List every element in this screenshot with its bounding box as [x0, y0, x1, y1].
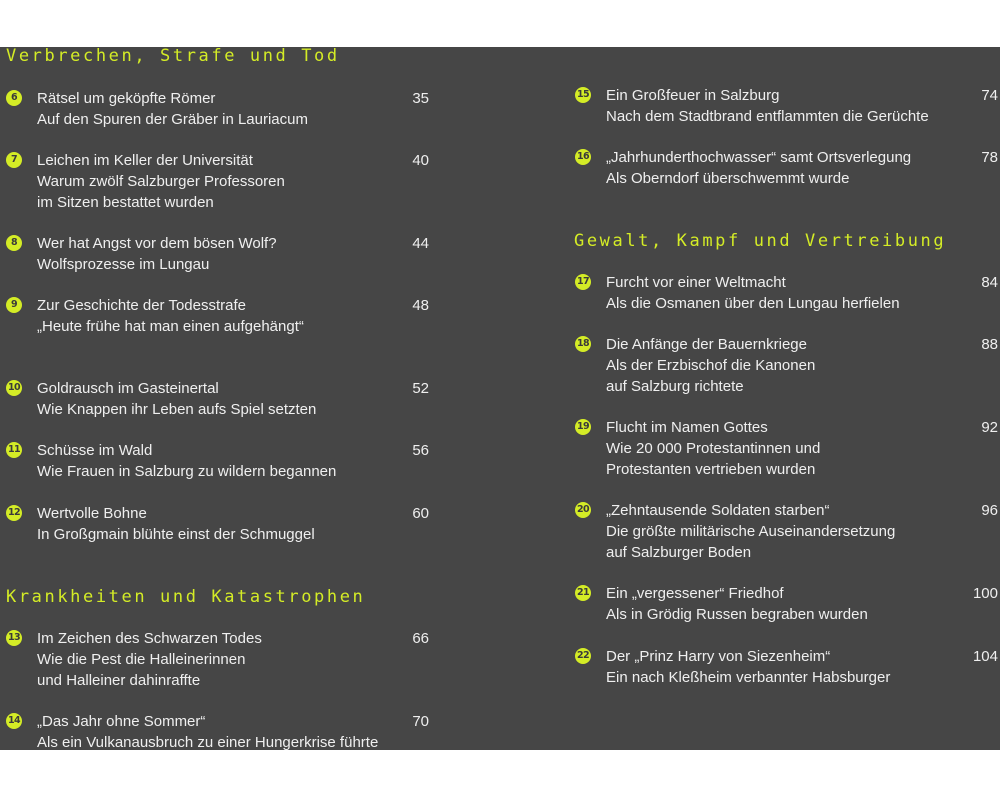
entry-subtitle: auf Salzburg richtete: [606, 378, 744, 395]
entry-title: Die Anfänge der Bauernkriege: [606, 336, 807, 353]
entry-title: Goldrausch im Gasteinertal: [37, 380, 219, 397]
entry-title: „Jahrhunderthochwasser“ samt Ortsverlegung: [606, 149, 912, 166]
page-number: 70: [412, 713, 429, 730]
chapter-number-badge: 21: [575, 585, 591, 601]
page-number: 35: [412, 90, 429, 107]
page-number: 56: [412, 442, 429, 459]
page-number: 96: [981, 502, 998, 519]
entry-subtitle: Wie Frauen in Salzburg zu wildern begannen: [37, 463, 337, 480]
entry-subtitle: In Großgmain blühte einst der Schmuggel: [37, 526, 315, 543]
entry-title: Furcht vor einer Weltmacht: [606, 274, 786, 291]
entry-title: Rätsel um geköpfte Römer: [37, 90, 216, 107]
chapter-number-badge: 18: [575, 336, 591, 352]
chapter-number-badge: 9: [6, 297, 22, 313]
entry-title: Der „Prinz Harry von Siezenheim“: [606, 648, 831, 665]
entry-subtitle: im Sitzen bestattet wurden: [37, 194, 214, 211]
section-title-gewalt: Gewalt, Kampf und Vertreibung: [574, 231, 947, 251]
chapter-number-badge: 7: [6, 152, 22, 168]
entry-subtitle: Warum zwölf Salzburger Professoren: [37, 173, 285, 190]
chapter-number-badge: 19: [575, 419, 591, 435]
chapter-number-badge: 6: [6, 90, 22, 106]
entry-title: Zur Geschichte der Todesstrafe: [37, 297, 246, 314]
entry-subtitle: Als der Erzbischof die Kanonen: [606, 357, 816, 374]
page-number: 60: [412, 505, 429, 522]
chapter-number-badge: 11: [6, 442, 22, 458]
chapter-number-badge: 12: [6, 505, 22, 521]
entry-subtitle: Protestanten vertrieben wurden: [606, 461, 816, 478]
page-number: 88: [981, 336, 998, 353]
entry-title: Ein Großfeuer in Salzburg: [606, 87, 780, 104]
chapter-number-badge: 15: [575, 87, 591, 103]
entry-subtitle: Die größte militärische Auseinandersetzung: [606, 523, 896, 540]
entry-subtitle: „Heute frühe hat man einen aufgehängt“: [37, 318, 304, 335]
entry-title: „Zehntausende Soldaten starben“: [606, 502, 830, 519]
entry-title: Im Zeichen des Schwarzen Todes: [37, 630, 262, 647]
entry-subtitle: Wie 20 000 Protestantinnen und: [606, 440, 821, 457]
chapter-number-badge: 13: [6, 630, 22, 646]
entry-subtitle: Als in Grödig Russen begraben wurden: [606, 606, 868, 623]
entry-subtitle: Wie die Pest die Halleinerinnen: [37, 651, 246, 668]
page-number: 92: [981, 419, 998, 436]
chapter-number-badge: 16: [575, 149, 591, 165]
entry-subtitle: Auf den Spuren der Gräber in Lauriacum: [37, 111, 308, 128]
section-title-krankheiten: Krankheiten und Katastrophen: [6, 587, 366, 607]
chapter-number-badge: 14: [6, 713, 22, 729]
page-number: 66: [412, 630, 429, 647]
page-number: 84: [981, 274, 998, 291]
page-number: 52: [412, 380, 429, 397]
toc-page: [0, 47, 1000, 750]
chapter-number-badge: 10: [6, 380, 22, 396]
entry-title: Schüsse im Wald: [37, 442, 153, 459]
chapter-number-badge: 22: [575, 648, 591, 664]
entry-title: Wer hat Angst vor dem bösen Wolf?: [37, 235, 277, 252]
entry-subtitle: und Halleiner dahinraffte: [37, 672, 201, 689]
entry-subtitle: Als ein Vulkanausbruch zu einer Hungerkrise führte: [37, 734, 379, 750]
entry-title: Wertvolle Bohne: [37, 505, 147, 522]
page-number: 48: [412, 297, 429, 314]
page-number: 78: [981, 149, 998, 166]
entry-title: Leichen im Keller der Universität: [37, 152, 253, 169]
entry-subtitle: Als die Osmanen über den Lungau herfielen: [606, 295, 900, 312]
page-number: 44: [412, 235, 429, 252]
page-number: 104: [972, 648, 998, 665]
page-number: 40: [412, 152, 429, 169]
entry-subtitle: Wolfsprozesse im Lungau: [37, 256, 210, 273]
entry-title: Flucht im Namen Gottes: [606, 419, 768, 436]
entry-title: „Das Jahr ohne Sommer“: [37, 713, 206, 730]
page-number: 100: [972, 585, 998, 602]
entry-subtitle: Ein nach Kleßheim verbannter Habsburger: [606, 669, 891, 686]
chapter-number-badge: 8: [6, 235, 22, 251]
page-number: 74: [981, 87, 998, 104]
chapter-number-badge: 17: [575, 274, 591, 290]
entry-subtitle: Als Oberndorf überschwemmt wurde: [606, 170, 850, 187]
chapter-number-badge: 20: [575, 502, 591, 518]
entry-subtitle: auf Salzburger Boden: [606, 544, 752, 561]
entry-subtitle: Wie Knappen ihr Leben aufs Spiel setzten: [37, 401, 317, 418]
entry-title: Ein „vergessener“ Friedhof: [606, 585, 784, 602]
entry-subtitle: Nach dem Stadtbrand entflammten die Gerüchte: [606, 108, 929, 125]
section-title-verbrechen: Verbrechen, Strafe und Tod: [6, 47, 340, 66]
